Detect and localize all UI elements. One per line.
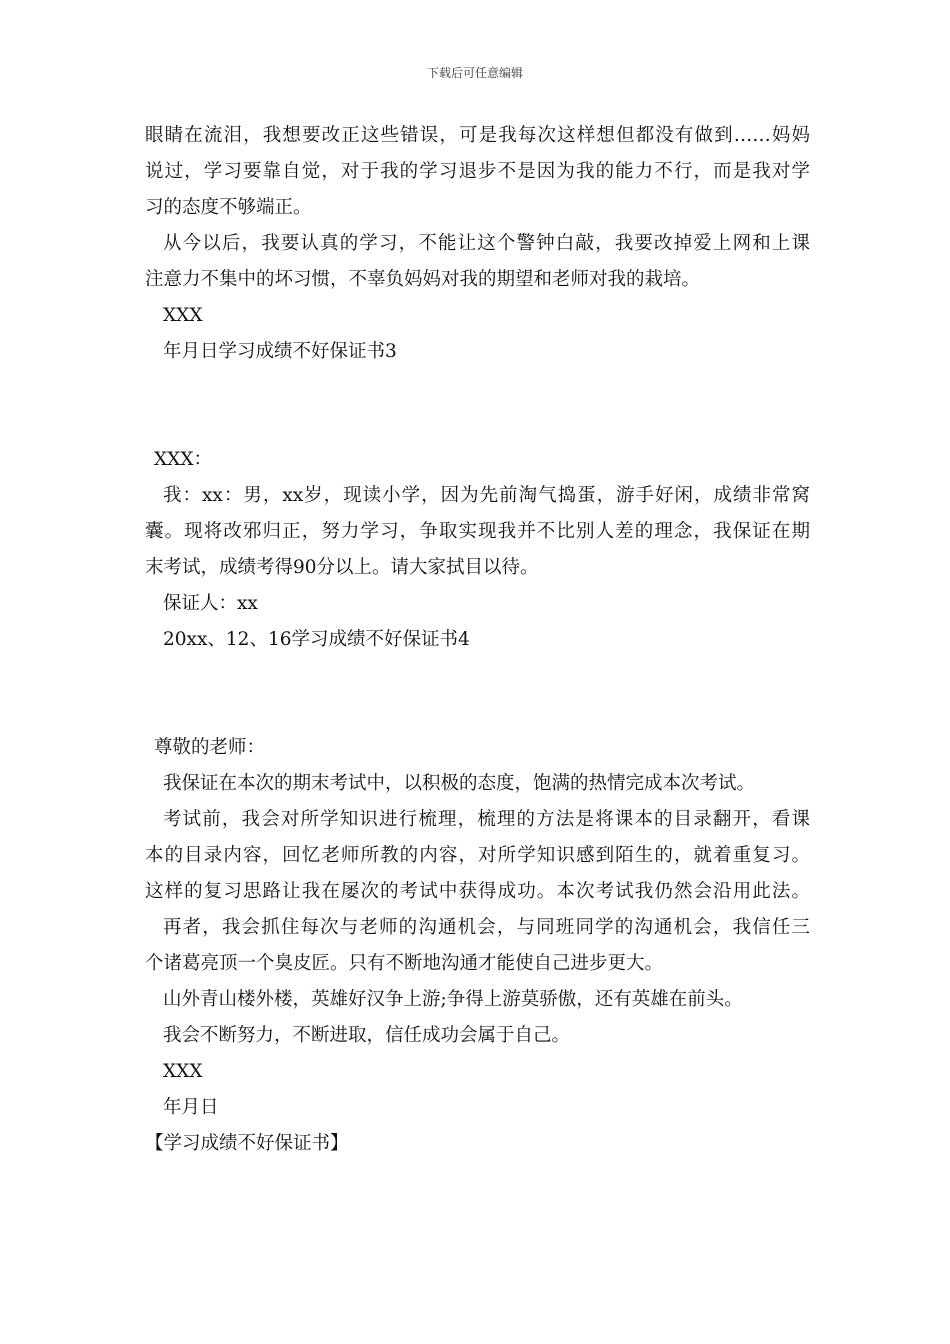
date-line: 年月日 bbox=[163, 1097, 219, 1118]
document-body bbox=[145, 118, 810, 1162]
paragraph-pledge bbox=[145, 478, 810, 586]
section-gap bbox=[145, 370, 810, 442]
signature-name: XXX bbox=[163, 305, 203, 326]
text-line: 考试前，我会对所学知识进行梳理，梳理的方法是将课本的目录翻开，看课 bbox=[163, 809, 810, 830]
text-line: 再者，我会抓住每次与老师的沟通机会，与同班同学的沟通机会，我信任三 bbox=[163, 917, 810, 938]
salutation: XXX： bbox=[154, 449, 213, 470]
text-line: 说过，学习要靠自觉，对于我的学习退步不是因为我的能力不行，而是我对学 bbox=[145, 161, 810, 182]
section-gap bbox=[145, 658, 810, 730]
text-line: 注意力不集中的坏习惯，不辜负妈妈对我的期望和老师对我的栽培。 bbox=[145, 269, 701, 290]
salutation: 尊敬的老师： bbox=[154, 737, 266, 758]
guarantor: 保证人：xx bbox=[163, 593, 258, 614]
text-line: 本的目录内容，回忆老师所教的内容，对所学知识感到陌生的，就着重复习。 bbox=[145, 845, 810, 866]
page-header-note: 下载后可任意编辑 bbox=[426, 66, 523, 80]
text-line: 习的态度不够端正。 bbox=[145, 197, 312, 218]
paragraph-resolution bbox=[145, 226, 810, 298]
text-line: 这样的复习思路让我在屡次的考试中获得成功。本次考试我仍然会沿用此法。 bbox=[145, 881, 810, 902]
paragraph-review-method bbox=[145, 802, 810, 910]
date-and-section-title: 20xx、12、16学习成绩不好保证书4 bbox=[163, 629, 470, 650]
text-line: 眼睛在流泪，我想要改正这些错误，可是我每次这样想但都没有做到……妈妈 bbox=[145, 125, 810, 146]
text-line: 囊。现将改邪归正，努力学习，争取实现我并不比别人差的理念，我保证在期 bbox=[145, 521, 810, 542]
paragraph-exam-pledge: 我保证在本次的期末考试中，以积极的态度，饱满的热情完成本次考试。 bbox=[163, 773, 756, 794]
signature-name: XXX bbox=[163, 1061, 203, 1082]
document-title-bracketed: 【学习成绩不好保证书】 bbox=[145, 1133, 349, 1154]
paragraph-closing: 我会不断努力，不断进取，信任成功会属于自己。 bbox=[163, 1025, 571, 1046]
text-line: 从今以后，我要认真的学习，不能让这个警钟白敲，我要改掉爱上网和上课 bbox=[163, 233, 810, 254]
date-and-section-title: 年月日学习成绩不好保证书3 bbox=[163, 341, 397, 362]
paragraph-communication bbox=[145, 910, 810, 982]
text-line: 我：xx：男，xx岁，现读小学，因为先前淘气捣蛋，游手好闲，成绩非常窝 bbox=[163, 485, 810, 506]
text-line: 末考试，成绩考得90分以上。请大家拭目以待。 bbox=[145, 557, 539, 578]
text-line: 个诸葛亮顶一个臭皮匠。只有不断地沟通才能使自己进步更大。 bbox=[145, 953, 664, 974]
paragraph-proverb: 山外青山楼外楼，英雄好汉争上游;争得上游莫骄傲，还有英雄在前头。 bbox=[163, 989, 743, 1010]
paragraph-tears bbox=[145, 118, 810, 226]
